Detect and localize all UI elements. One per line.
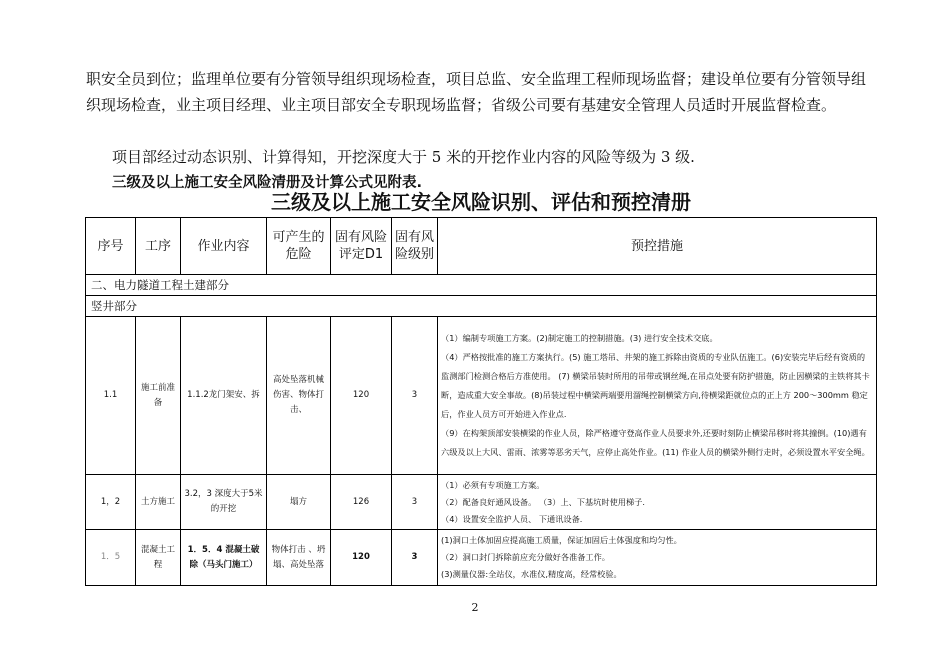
measure-line: （2）洞口封门拆除前应充分做好各准备工作。 (441, 552, 610, 562)
row-d1: 120 (331, 530, 392, 586)
row-process: 施工前准备 (136, 317, 181, 475)
section-row (86, 296, 877, 317)
header-no: 序号 (86, 218, 136, 275)
measure-line: （2）配备良好通风设备。 （3）上、下基坑时使用梯子. (441, 496, 645, 507)
intro-paragraph-3: 三级及以上施工安全风险清册及计算公式见附表. (112, 175, 423, 191)
measure-line: （1）编制专项施工方案。(2)制定施工的控制措施。(3) 进行安全技术交底。 (441, 333, 718, 343)
table-row (86, 317, 877, 475)
header-hazard: 可产生的危险 (267, 218, 331, 275)
risk-table (85, 217, 877, 586)
page-number: 2 (471, 601, 479, 614)
row-no: 1.1 (86, 317, 136, 475)
row-level: 3 (392, 475, 438, 530)
row-measures (438, 475, 877, 530)
row-content: 1．5．4 混凝土破除（马头门施工） (181, 530, 267, 586)
row-hazard: 物体打击 、坍塌、高处坠落 (267, 530, 331, 586)
header-measures: 预控措施 (438, 218, 877, 275)
row-no: 1．5 (86, 530, 136, 586)
header-content: 作业内容 (181, 218, 267, 275)
measure-line: （4）严格按批准的施工方案执行。(5) 施工塔吊、井架的施工拆除由资质的专业队伍施工。(6)安装完毕后经有资质的监测部门检测合格后方准使用。 (7) 横梁吊装时所用的吊带或钢丝绳,在吊点处要有防护措施，防止因横梁的主铁将其卡断，造成重大安全事故。(8)吊装过程中横梁两端要用溜绳控制横梁方向,待横梁距就位点的正上方 200～300mm 稳定后，作业人员方可开始进入作业点. (441, 352, 870, 419)
row-hazard: 高处坠落机械伤害、物体打击、 (267, 317, 331, 475)
row-d1: 126 (331, 475, 392, 530)
row-content: 3.2，3 深度大于5米的开挖 (181, 475, 267, 530)
header-level: 固有风险级别 (392, 218, 438, 275)
intro-paragraph-1: 职安全员到位；监理单位要有分管领导组织现场检查，项目总监、安全监理工程师现场监督；建设单位要有分管领导组织现场检查，业主项目经理、业主项目部安全专职现场监督；省级公司要有基建安全管理人员适时开展监督检查。 (86, 70, 867, 114)
measure-line: （4）设置安全监护人员、 下通讯设备. (441, 513, 583, 524)
measure-line: （9）在构架顶部安装横梁的作业人员，除严格遵守登高作业人员要求外,还要时刻防止横梁吊移时将其撞倒。(10)遇有六级及以上大风、雷雨、浓雾等恶劣天气，应停止高处作业。(11) 作业人员的横梁外侧行走时，必须设置水平安全绳。 (441, 428, 870, 457)
row-level: 3 (392, 530, 438, 586)
header-d1: 固有风险评定D1 (331, 218, 392, 275)
section-title-civil: 二、电力隧道工程土建部分 (86, 275, 877, 296)
measure-line: （1）必须有专项施工方案。 (441, 479, 545, 490)
measure-line: (1)洞口土体加固应提高施工质量，保证加固后土体强度和均匀性。 (441, 535, 682, 545)
row-hazard: 塌方 (267, 475, 331, 530)
row-measures (438, 317, 877, 475)
measure-line: (3)测量仪器:全站仪，水准仪,精度高，经常校验。 (441, 569, 622, 579)
row-process: 土方施工 (136, 475, 181, 530)
table-row (86, 475, 877, 530)
section-title-shaft: 竖井部分 (86, 296, 877, 317)
intro-paragraph-2: 项目部经过动态识别、计算得知，开挖深度大于 5 米的开挖作业内容的风险等级为 3 级. (112, 148, 695, 166)
row-measures (438, 530, 877, 586)
section-row (86, 275, 877, 296)
table-title: 三级及以上施工安全风险识别、评估和预控清册 (271, 190, 691, 214)
row-d1: 120 (331, 317, 392, 475)
row-process: 混凝土工程 (136, 530, 181, 586)
header-process: 工序 (136, 218, 181, 275)
row-no: 1，2 (86, 475, 136, 530)
table-header-row (86, 218, 877, 275)
row-content: 1.1.2龙门架安、拆 (181, 317, 267, 475)
row-level: 3 (392, 317, 438, 475)
table-row (86, 530, 877, 586)
